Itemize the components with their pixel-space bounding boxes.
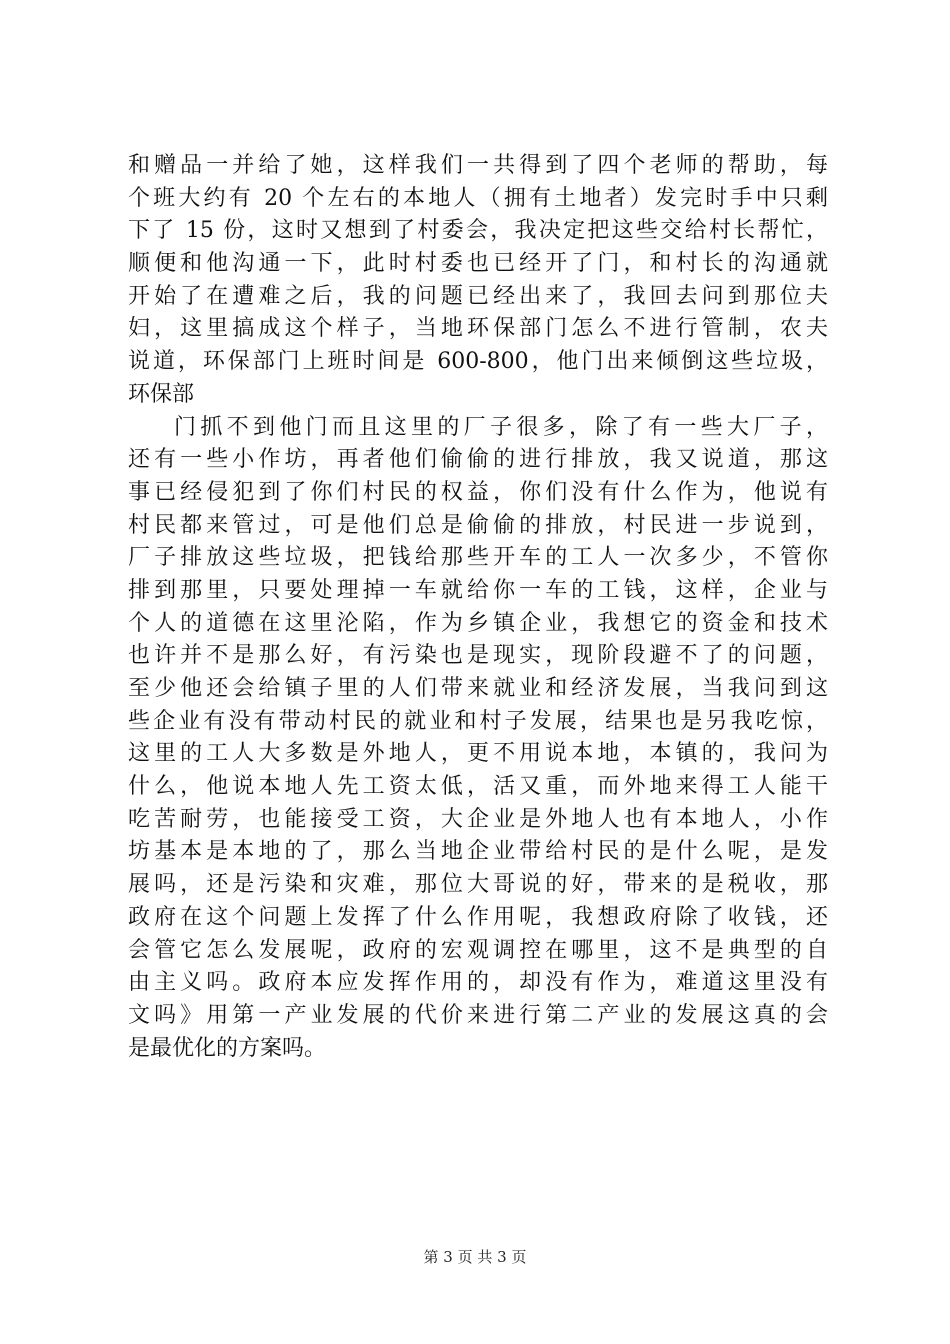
text-line: 村民都来管过，可是他们总是偷偷的排放，村民进一步说到， <box>128 512 828 538</box>
text-line: 还有一些小作坊，再者他们偷偷的进行排放，我又说道，那这 <box>128 447 828 473</box>
text-line: 些企业有没有带动村民的就业和村子发展，结果也是另我吃惊， <box>128 708 828 734</box>
text-line: 是最优化的方案吗。 <box>128 1035 327 1061</box>
text-line: 至少他还会给镇子里的人们带来就业和经济发展，当我问到这 <box>128 676 828 701</box>
text-line: 开始了在遭难之后，我的问题已经出来了，我回去问到那位夫 <box>128 283 828 309</box>
text-line: 说道，环保部门上班时间是 600-800，他门出来倾倒这些垃圾， <box>128 349 828 375</box>
text-line: 展吗，还是污染和灾难，那位大哥说的好，带来的是税收，那 <box>128 872 828 898</box>
text-line: 妇，这里搞成这个样子，当地环保部门怎么不进行管制，农夫 <box>128 316 828 342</box>
text-line: 事已经侵犯到了你们村民的权益，你们没有什么作为，他说有 <box>128 479 828 505</box>
text-line: 坊基本是本地的了，那么当地企业带给村民的是什么呢，是发 <box>128 839 828 865</box>
text-line: 什么，他说本地人先工资太低，活又重，而外地来得工人能干 <box>128 774 828 800</box>
text-line: 个人的道德在这里沦陷，作为乡镇企业，我想它的资金和技术 <box>128 610 828 636</box>
page-number-footer: 第 3 页 共 3 页 <box>423 1248 527 1266</box>
body-text <box>128 150 828 1065</box>
text-line: 也许并不是那么好，有污染也是现实，现阶段避不了的问题， <box>128 643 828 669</box>
text-line: 由主义吗。政府本应发挥作用的，却没有作为，难道这里没有 <box>128 970 828 996</box>
text-line: 个班大约有 20 个左右的本地人（拥有土地者）发完时手中只剩 <box>128 185 828 211</box>
text-line: 环保部 <box>128 381 195 407</box>
text-line: 政府在这个问题上发挥了什么作用呢，我想政府除了收钱，还 <box>128 904 828 930</box>
text-line: 和赠品一并给了她，这样我们一共得到了四个老师的帮助，每 <box>128 153 828 178</box>
text-line: 吃苦耐劳，也能接受工资，大企业是外地人也有本地人，小作 <box>128 806 828 832</box>
text-line: 下了 15 份，这时又想到了村委会，我决定把这些交给村长帮忙， <box>128 218 828 244</box>
text-line: 顺便和他沟通一下，此时村委也已经开了门，和村长的沟通就 <box>128 251 828 277</box>
text-line: 会管它怎么发展呢，政府的宏观调控在哪里，这不是典型的自 <box>128 937 828 963</box>
text-line: 文吗》用第一产业发展的代价来进行第二产业的发展这真的会 <box>128 1002 828 1028</box>
text-line: 排到那里，只要处理掉一车就给你一车的工钱，这样，企业与 <box>128 577 828 603</box>
paragraph-first-line: 门抓不到他门而且这里的厂子很多，除了有一些大厂子， <box>174 414 828 440</box>
text-line: 这里的工人大多数是外地人，更不用说本地，本镇的，我问为 <box>128 741 828 767</box>
text-line: 厂子排放这些垃圾，把钱给那些开车的工人一次多少，不管你 <box>128 545 828 571</box>
